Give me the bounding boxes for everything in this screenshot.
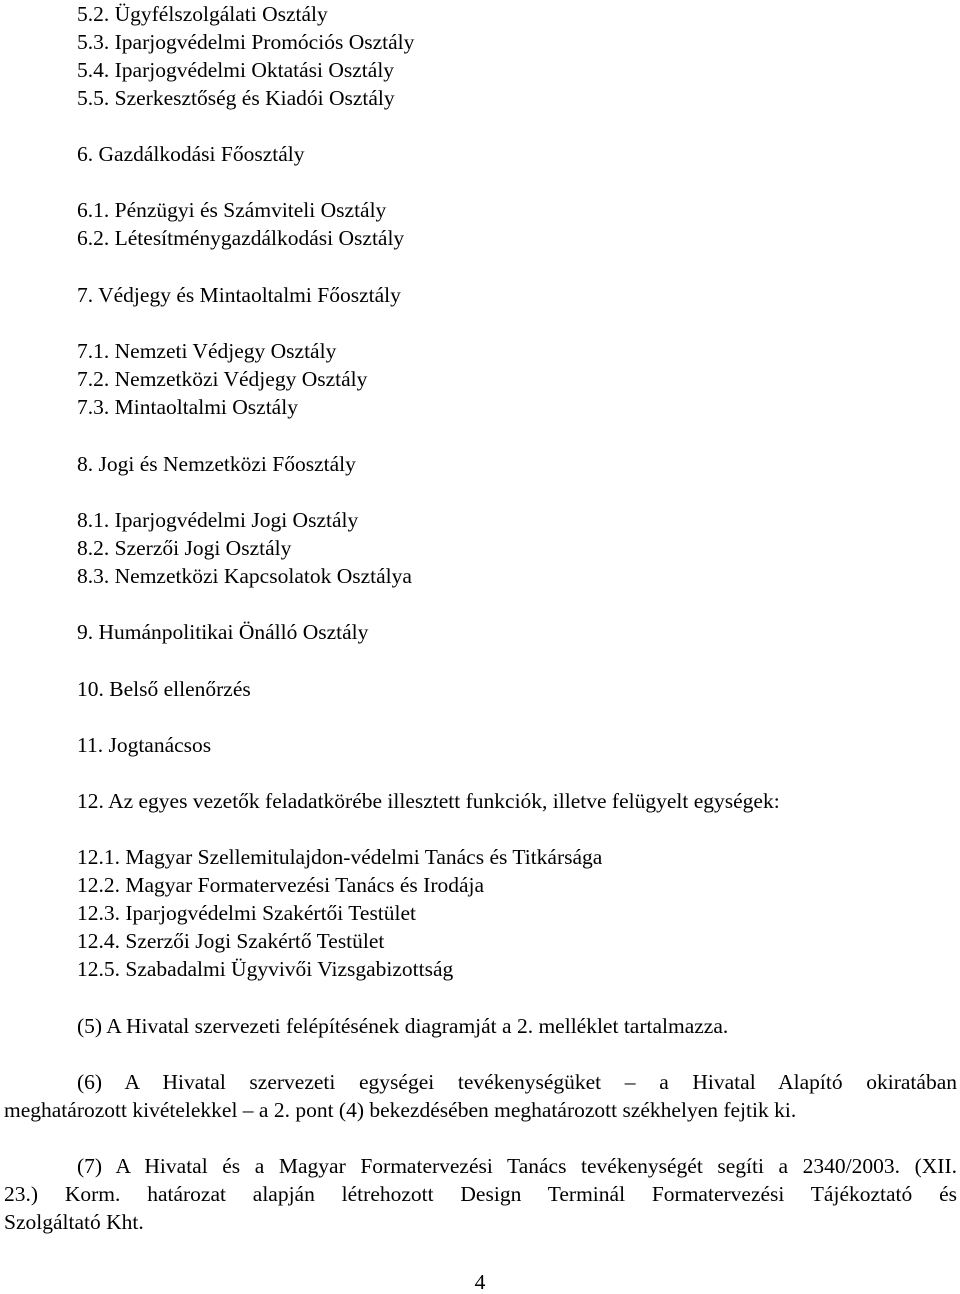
paragraph-6-line: meghatározott kivételekkel – a 2. pont (4) bekezdésében meghatározott székhelyen fejtik ki. <box>4 1098 797 1122</box>
paragraph-7-line: 23.) Korm. határozat alapján létrehozott Design Terminál Formatervezési Tájékoztató és <box>4 1182 957 1206</box>
outline-item: 5.5. Szerkesztőség és Kiadói Osztály <box>77 86 395 110</box>
page-number: 4 <box>474 1270 486 1294</box>
paragraph-5: (5) A Hivatal szervezeti felépítésének diagramját a 2. melléklet tartalmazza. <box>77 1014 729 1038</box>
outline-item: 8.1. Iparjogvédelmi Jogi Osztály <box>77 508 359 532</box>
outline-heading: 10. Belső ellenőrzés <box>77 677 251 701</box>
paragraph-6-line: (6) A Hivatal szervezeti egységei tevékenységüket – a Hivatal Alapító okiratában <box>77 1070 957 1094</box>
outline-item: 7.1. Nemzeti Védjegy Osztály <box>77 339 337 363</box>
outline-item: 6.2. Létesítménygazdálkodási Osztály <box>77 226 405 250</box>
outline-heading: 9. Humánpolitikai Önálló Osztály <box>77 620 369 644</box>
outline-item: 5.4. Iparjogvédelmi Oktatási Osztály <box>77 58 395 82</box>
outline-item: 6.1. Pénzügyi és Számviteli Osztály <box>77 198 387 222</box>
outline-heading: 11. Jogtanácsos <box>77 733 212 757</box>
outline-item: 7.2. Nemzetközi Védjegy Osztály <box>77 367 368 391</box>
paragraph-6 <box>4 1068 957 1124</box>
outline-heading: 6. Gazdálkodási Főosztály <box>77 142 305 166</box>
outline-item: 5.3. Iparjogvédelmi Promóciós Osztály <box>77 30 415 54</box>
outline-item: 8.2. Szerzői Jogi Osztály <box>77 536 292 560</box>
outline-heading: 12. Az egyes vezetők feladatkörébe illesztett funkciók, illetve felügyelt egységek: <box>77 789 780 813</box>
outline-item: 5.2. Ügyfélszolgálati Osztály <box>77 2 328 26</box>
outline-heading: 8. Jogi és Nemzetközi Főosztály <box>77 452 356 476</box>
outline-item: 12.2. Magyar Formatervezési Tanács és Irodája <box>77 873 485 897</box>
paragraph-7-line: (7) A Hivatal és a Magyar Formatervezési Tanács tevékenységét segíti a 2340/2003. (XII. <box>77 1154 957 1178</box>
outline-item: 12.3. Iparjogvédelmi Szakértői Testület <box>77 901 417 925</box>
outline-item: 12.4. Szerzői Jogi Szakértő Testület <box>77 929 385 953</box>
paragraph-7-line: Szolgáltató Kht. <box>4 1210 144 1234</box>
paragraph-7 <box>4 1152 957 1236</box>
outline-item: 12.5. Szabadalmi Ügyvivői Vizsgabizottság <box>77 957 454 981</box>
outline-item: 12.1. Magyar Szellemitulajdon-védelmi Tanács és Titkársága <box>77 845 603 869</box>
outline-item: 8.3. Nemzetközi Kapcsolatok Osztálya <box>77 564 412 588</box>
outline-heading: 7. Védjegy és Mintaoltalmi Főosztály <box>77 283 401 307</box>
outline-item: 7.3. Mintaoltalmi Osztály <box>77 395 298 419</box>
